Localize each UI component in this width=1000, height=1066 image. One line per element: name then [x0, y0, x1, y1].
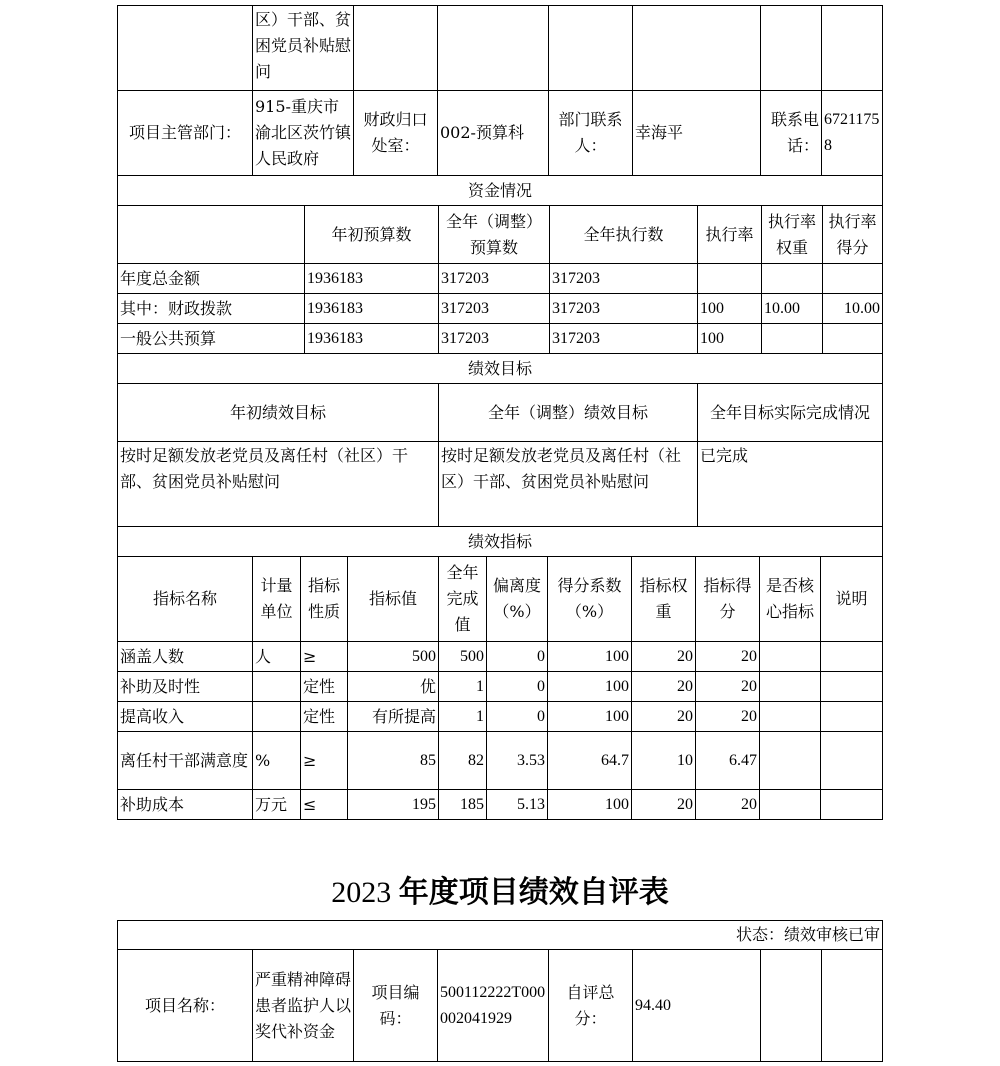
indicators-header: 绩效指标 — [118, 527, 883, 557]
indicators-table — [117, 526, 883, 820]
funds-table — [117, 175, 883, 354]
funds-col-rate: 执行率 — [698, 206, 762, 264]
ind-col-core: 是否核心指标 — [760, 557, 821, 642]
ind-col-score: 指标得分 — [696, 557, 760, 642]
goals-header: 绩效目标 — [118, 354, 883, 384]
dept-label: 项目主管部门： — [118, 91, 253, 176]
project-code-label: 项目编码： — [354, 950, 438, 1062]
finance-label: 财政归口处室： — [354, 91, 438, 176]
dept-value: 915-重庆市渝北区茨竹镇人民政府 — [253, 91, 354, 176]
ind-col-nature: 指标性质 — [301, 557, 348, 642]
ind-col-note: 说明 — [821, 557, 883, 642]
goals-col-adjusted: 全年（调整）绩效目标 — [439, 384, 698, 442]
funds-row: 年度总金额 1936183 317203 317203 — [118, 264, 883, 294]
goals-table — [117, 353, 883, 527]
form-title — [0, 868, 1000, 918]
contact-value: 幸海平 — [633, 91, 761, 176]
form-title-text: 年度项目绩效自评表 — [398, 876, 669, 909]
goals-col-actual: 全年目标实际完成情况 — [698, 384, 883, 442]
ind-col-actual: 全年完成值 — [439, 557, 487, 642]
self-score-label: 自评总分： — [549, 950, 633, 1062]
indicator-row: 补助及时性 定性 优 1 0 100 20 20 — [118, 672, 883, 702]
indicator-row: 离任村干部满意度 % ≥ 85 82 3.53 64.7 10 6.47 — [118, 732, 883, 790]
goal-adjusted-text: 按时足额发放老党员及离任村（社区）干部、贫困党员补贴慰问 — [439, 442, 698, 527]
funds-row: 其中：财政拨款 1936183 317203 317203 100 10.00 10.00 — [118, 294, 883, 324]
project-info-empty — [118, 6, 253, 91]
finance-value: 002-预算科 — [438, 91, 549, 176]
self-score-value: 94.40 — [633, 950, 761, 1062]
ind-col-weight: 指标权重 — [632, 557, 696, 642]
project-code-value: 500112222T000002041929 — [438, 950, 549, 1062]
form-title-year: 2023 — [331, 876, 392, 909]
project-name-value: 严重精神障碍患者监护人以奖代补资金 — [253, 950, 354, 1062]
indicator-row: 涵盖人数 人 ≥ 500 500 0 100 20 20 — [118, 642, 883, 672]
goals-col-initial: 年初绩效目标 — [118, 384, 439, 442]
phone-value: 67211758 — [822, 91, 883, 176]
funds-col-weight: 执行率权重 — [762, 206, 823, 264]
indicator-row: 补助成本 万元 ≤ 195 185 5.13 100 20 20 — [118, 790, 883, 820]
project-name-tail: 区）干部、贫困党员补贴慰问 — [253, 6, 354, 91]
second-form-table — [117, 920, 883, 1062]
phone-label: 联系电话： — [761, 91, 822, 176]
funds-col-adjusted: 全年（调整）预算数 — [439, 206, 550, 264]
project-name-label: 项目名称： — [118, 950, 253, 1062]
ind-col-coef: 得分系数（%） — [548, 557, 632, 642]
ind-col-deviation: 偏离度（%） — [487, 557, 548, 642]
funds-col-initial: 年初预算数 — [305, 206, 439, 264]
ind-col-unit: 计量单位 — [253, 557, 301, 642]
indicator-row: 提高收入 定性 有所提高 1 0 100 20 20 — [118, 702, 883, 732]
funds-header: 资金情况 — [118, 176, 883, 206]
project-info-table — [117, 5, 883, 176]
status-text: 状态：绩效审核已审 — [118, 921, 883, 950]
contact-label: 部门联系人： — [549, 91, 633, 176]
ind-col-name: 指标名称 — [118, 557, 253, 642]
ind-col-target: 指标值 — [348, 557, 439, 642]
goal-initial-text: 按时足额发放老党员及离任村（社区）干部、贫困党员补贴慰问 — [118, 442, 439, 527]
goal-actual-text: 已完成 — [698, 442, 883, 527]
funds-row: 一般公共预算 1936183 317203 317203 100 — [118, 324, 883, 354]
funds-col-score: 执行率得分 — [823, 206, 883, 264]
funds-col-executed: 全年执行数 — [550, 206, 698, 264]
